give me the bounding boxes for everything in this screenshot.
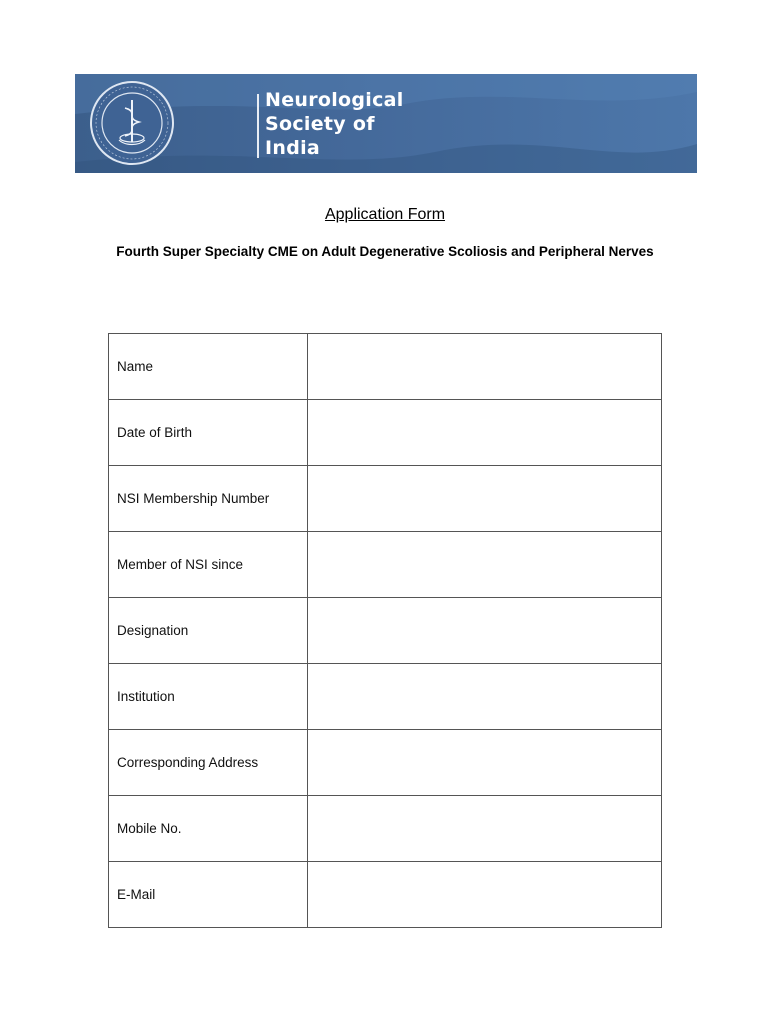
field-label-date-of-birth: Date of Birth bbox=[109, 400, 308, 466]
field-label-member-since: Member of NSI since bbox=[109, 532, 308, 598]
form-row bbox=[109, 862, 662, 928]
form-subtitle: Fourth Super Specialty CME on Adult Degenerative Scoliosis and Peripheral Nerves bbox=[116, 244, 654, 259]
field-label-designation: Designation bbox=[109, 598, 308, 664]
organization-name bbox=[265, 88, 404, 160]
field-label-email: E-Mail bbox=[109, 862, 308, 928]
application-form-table bbox=[108, 333, 662, 928]
form-row bbox=[109, 730, 662, 796]
field-value-mobile[interactable] bbox=[307, 796, 661, 862]
field-value-member-since[interactable] bbox=[307, 532, 661, 598]
header-banner bbox=[75, 74, 697, 173]
form-row bbox=[109, 532, 662, 598]
field-label-membership-number: NSI Membership Number bbox=[109, 466, 308, 532]
field-label-address: Corresponding Address bbox=[109, 730, 308, 796]
field-value-name[interactable] bbox=[307, 334, 661, 400]
field-value-institution[interactable] bbox=[307, 664, 661, 730]
form-row bbox=[109, 796, 662, 862]
field-label-institution: Institution bbox=[109, 664, 308, 730]
field-value-date-of-birth[interactable] bbox=[307, 400, 661, 466]
form-title: Application Form bbox=[324, 206, 446, 223]
banner-divider bbox=[257, 94, 259, 158]
nsi-seal-icon bbox=[89, 80, 175, 166]
org-name-line: Neurological bbox=[265, 89, 404, 111]
field-label-name: Name bbox=[109, 334, 308, 400]
org-name-line: Society of bbox=[265, 113, 375, 135]
form-row bbox=[109, 400, 662, 466]
field-label-mobile: Mobile No. bbox=[109, 796, 308, 862]
field-value-email[interactable] bbox=[307, 862, 661, 928]
org-name-line: India bbox=[265, 137, 321, 159]
field-value-designation[interactable] bbox=[307, 598, 661, 664]
field-value-membership-number[interactable] bbox=[307, 466, 661, 532]
form-row bbox=[109, 466, 662, 532]
form-row bbox=[109, 598, 662, 664]
form-row bbox=[109, 664, 662, 730]
form-row bbox=[109, 334, 662, 400]
field-value-address[interactable] bbox=[307, 730, 661, 796]
